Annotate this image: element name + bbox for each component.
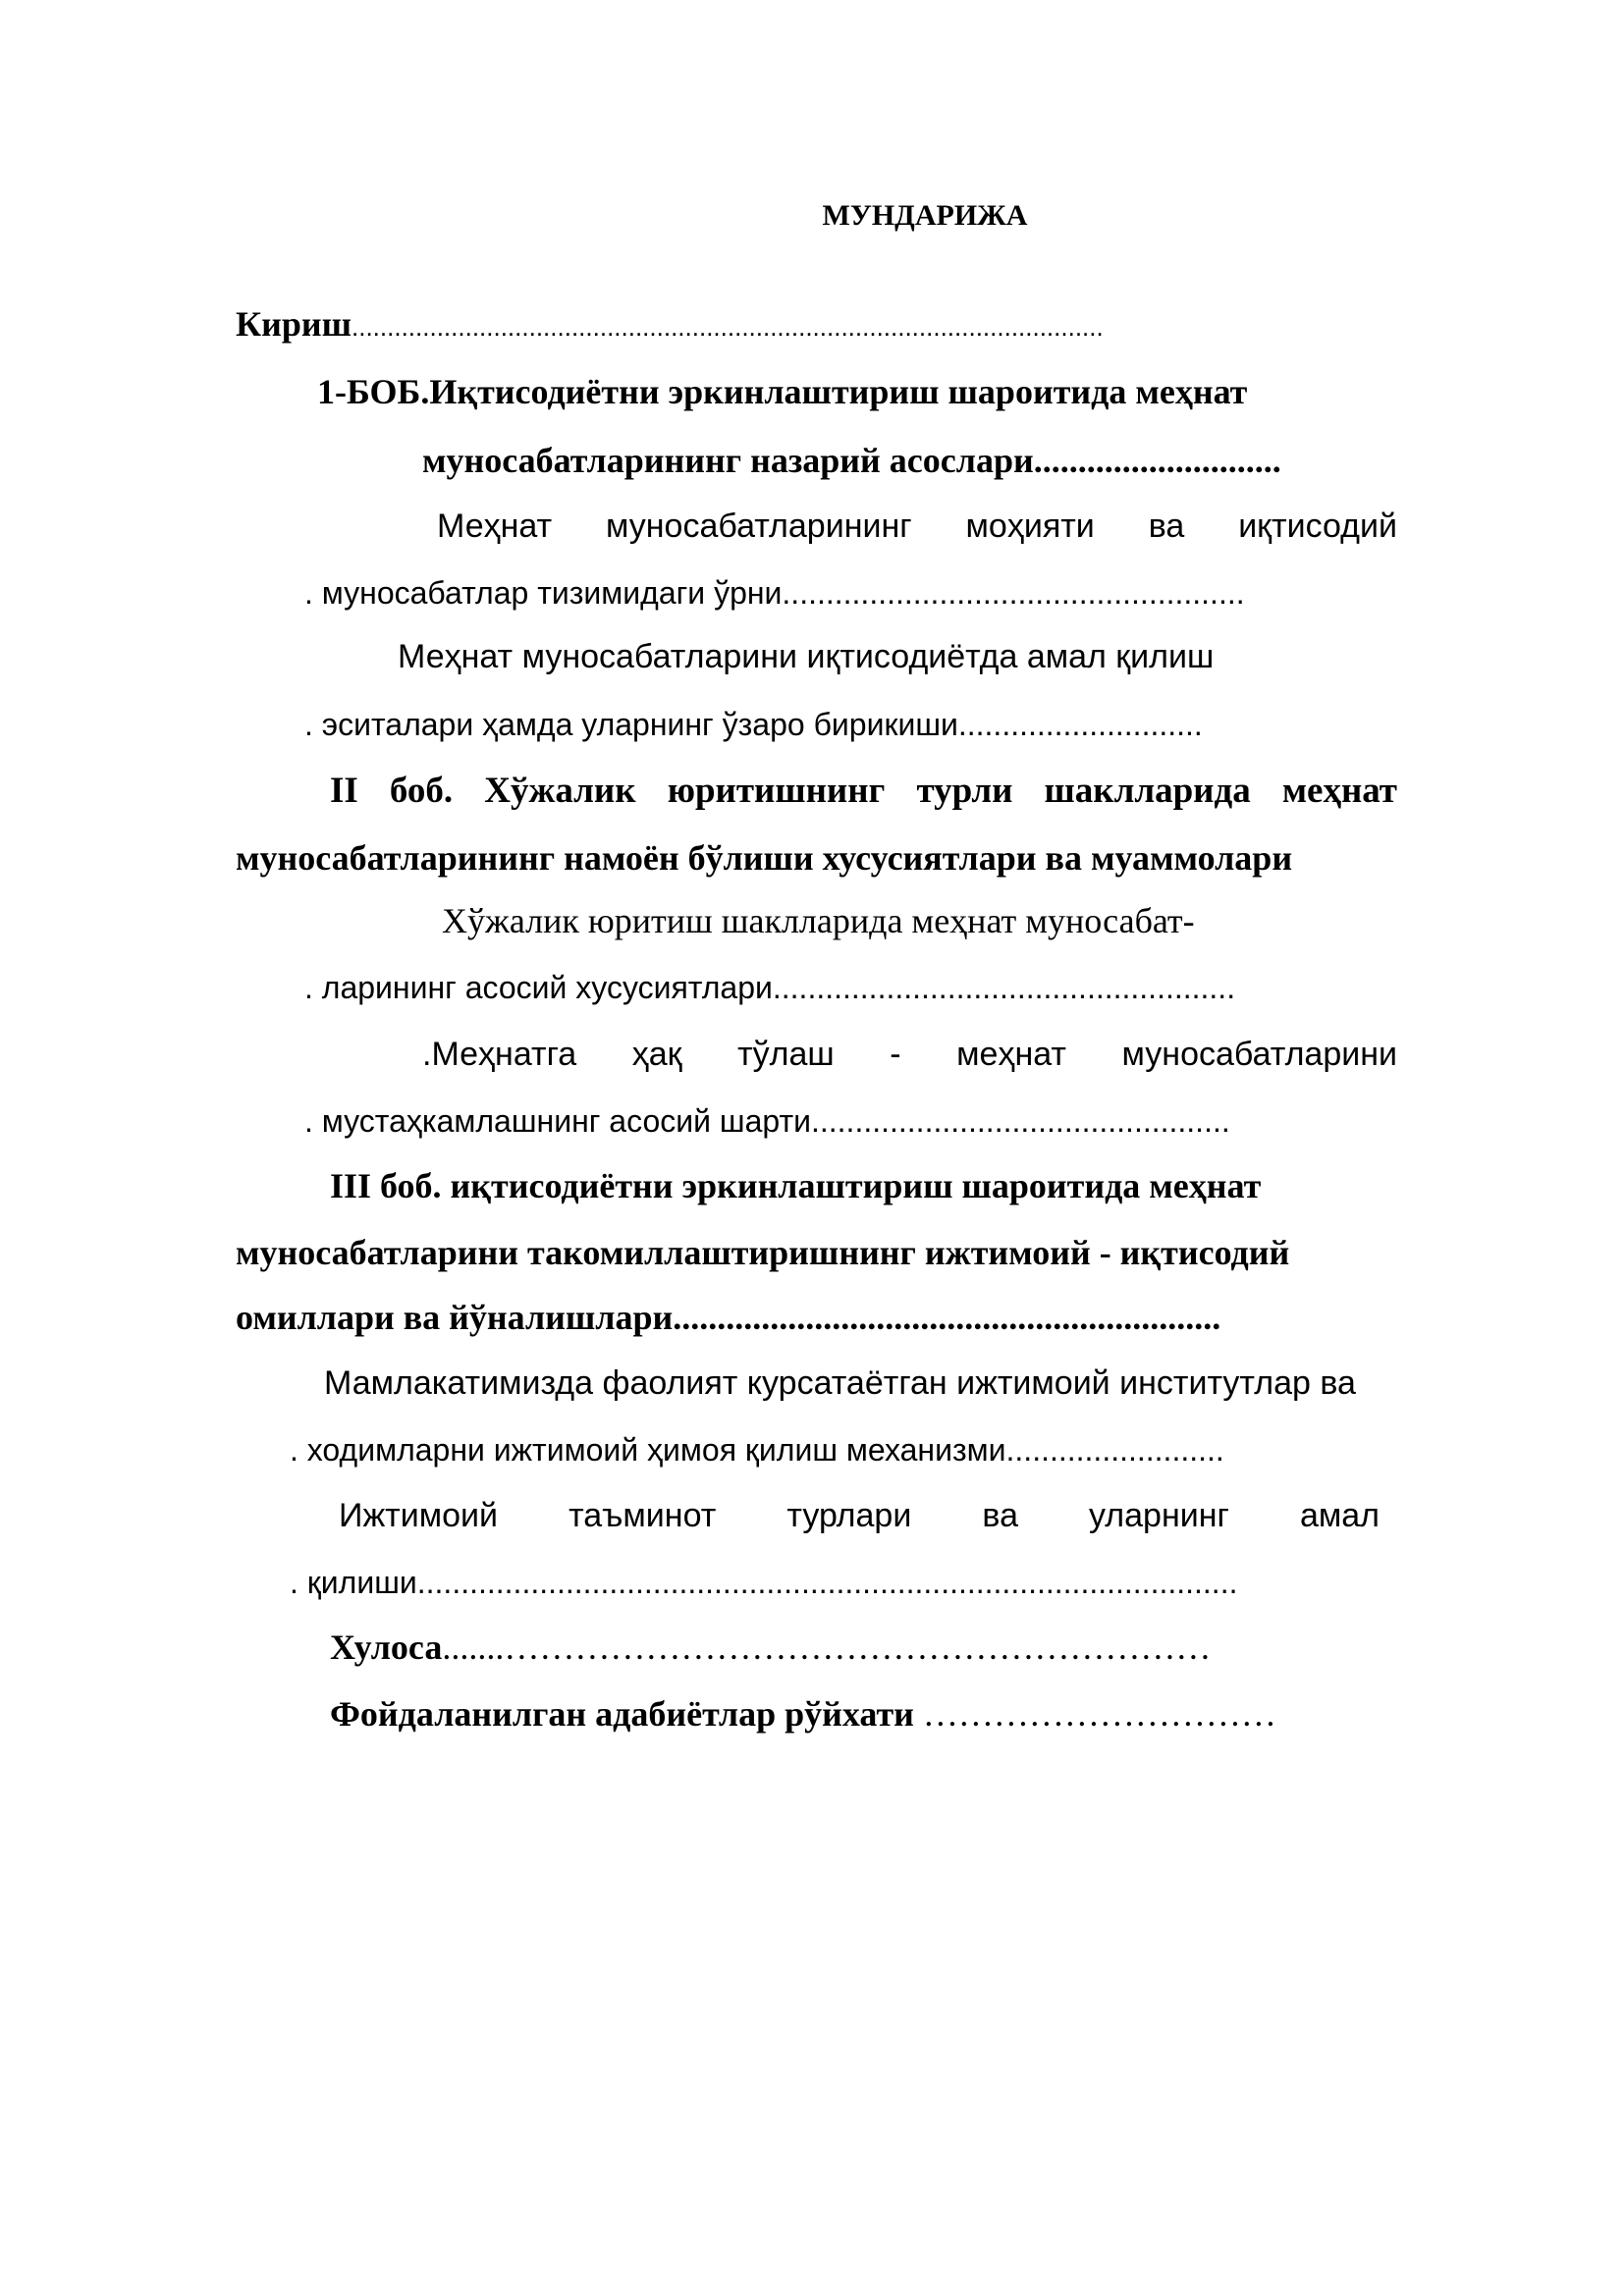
toc-chapter-3-title[interactable]: III боб. иқтисодиётни эркинлаштириш шароитида меҳнат: [330, 1166, 1262, 1205]
toc-entry-label: омиллари ва йўналишлари: [236, 1298, 674, 1337]
toc-leader-dots: …………………………: [922, 1694, 1276, 1734]
toc-leader-dots: ..............................................................: [673, 1298, 1221, 1337]
toc-section-2-1-line-1[interactable]: Хўжалик юритиш шаклларида меҳнат муносабат-: [442, 901, 1195, 940]
toc-entry-references[interactable]: [330, 1690, 1371, 1737]
toc-section-2-2-line-2[interactable]: . мустаҳкамлашнинг асосий шарти................................................: [304, 1103, 1230, 1139]
toc-entry-label: муносабатларининг назарий асослари: [422, 441, 1034, 480]
toc-leader-dots: .......……………………………………………………: [442, 1628, 1212, 1667]
toc-section-2-1-line-2[interactable]: . ларининг асосий хусусиятлари.....................................................: [304, 970, 1236, 1005]
toc-section-1-2-line-1[interactable]: Меҳнат муносабатларини иқтисодиётда амал қилиш: [398, 638, 1215, 675]
toc-section-1-1-line-1[interactable]: Меҳнат муносабатларининг моҳияти ва иқтисодий: [437, 507, 1397, 545]
toc-chapter-2-title[interactable]: II боб. Хўжалик юритишнинг турли шаклларида меҳнат: [330, 771, 1397, 811]
toc-entry-label: Кириш: [236, 304, 352, 344]
toc-entry-introduction[interactable]: [236, 300, 1335, 350]
toc-section-3-1-line-1[interactable]: Мамлакатимизда фаолият курсатаётган ижтимоий институтлар ва: [324, 1364, 1356, 1402]
toc-section-3-1-line-2[interactable]: . ходимларни ижтимоий ҳимоя қилиш механизми.........................: [290, 1432, 1224, 1468]
toc-entry-conclusion[interactable]: [330, 1624, 1361, 1671]
toc-chapter-3-subtitle[interactable]: муносабатларини такомиллаштиришнинг ижтимоий - иқтисодий: [236, 1233, 1290, 1272]
toc-entry-label: Хулоса: [330, 1628, 443, 1667]
toc-chapter-1-title[interactable]: 1-БОБ.Иқтисодиётни эркинлаштириш шароитида меҳнат: [317, 372, 1248, 411]
toc-leader-dots: ..........................................................................................................: [352, 312, 1104, 342]
toc-entry-label: Фойдаланилган адабиётлар рўйхати: [330, 1694, 914, 1734]
toc-section-1-2-line-2[interactable]: . эситалари ҳамда уларнинг ўзаро бирикиши............................: [304, 707, 1203, 742]
toc-section-1-1-line-2[interactable]: . муносабатлар тизимидаги ўрни.....................................................: [304, 575, 1245, 611]
toc-leader-dots: ............................: [1033, 441, 1281, 480]
toc-section-3-2-line-2[interactable]: . қилиши..............................................................................................: [290, 1565, 1238, 1600]
page-title: МУНДАРИЖА: [822, 199, 1028, 232]
toc-chapter-3-subtitle-end[interactable]: [236, 1294, 1335, 1341]
toc-chapter-2-subtitle[interactable]: муносабатларининг намоён бўлиши хусусиятлари ва муаммолари: [236, 838, 1293, 878]
toc-chapter-1-subtitle[interactable]: [422, 437, 1404, 484]
toc-section-3-2-line-1[interactable]: Ижтимоий таъминот турлари ва уларнинг амал: [339, 1497, 1380, 1534]
toc-section-2-2-line-1[interactable]: .Меҳнатга ҳақ тўлаш - меҳнат муносабатларини: [422, 1036, 1397, 1073]
